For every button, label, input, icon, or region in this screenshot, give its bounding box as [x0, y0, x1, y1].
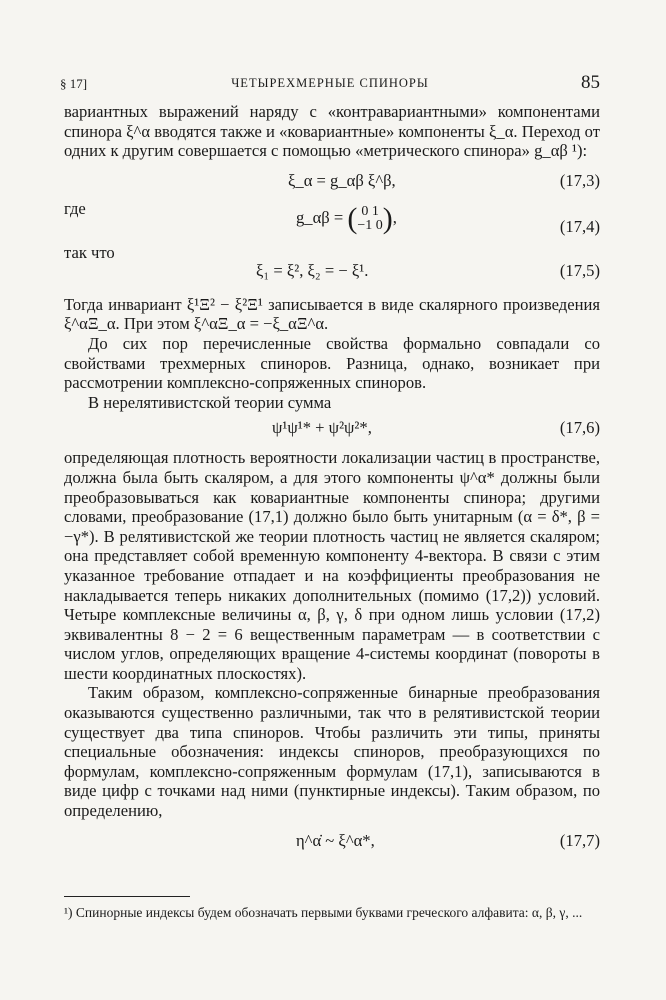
equation-formula: g_αβ = ( 0 1 −1 0),	[296, 201, 397, 235]
equation-number: (17,5)	[559, 260, 600, 280]
matrix-lhs: g_αβ =	[296, 207, 348, 227]
section-label: § 17]	[60, 76, 88, 91]
matrix	[357, 205, 382, 233]
word-where: где	[64, 198, 86, 218]
matrix-row-1: 0 1	[361, 203, 379, 219]
equation-number: (17,7)	[559, 830, 600, 850]
equation-17-5	[64, 243, 600, 281]
paragraph-6: Таким образом, комплексно-сопряженные бинарные преобразования оказываются существенно различными, так что в релятивистской теории существует два типа спиноров. Чтобы различить эти типы, приняты специальные обозначения: индексы спиноров, преобразующихся по формулам, комплексно-сопряженным формулам (17,1), записываются в виде цифр с точками над ними (пунктирные индексы). Таким образом, по определению,	[64, 683, 600, 821]
equation-number: (17,6)	[559, 418, 600, 438]
equation-17-4	[64, 199, 600, 243]
equation-formula: ψ¹ψ¹* + ψ²ψ²*,	[272, 418, 372, 438]
paragraph-2: Тогда инвариант ξ¹Ξ² − ξ²Ξ¹ записывается в виде скалярного произведения ξ^αΞ_α. При этом ξ^αΞ_α = −ξ_αΞ^α.	[64, 294, 600, 334]
equation-number: (17,3)	[559, 170, 600, 190]
matrix-row-2: −1 0	[357, 217, 383, 233]
word-so: так что	[64, 242, 115, 262]
running-title: ЧЕТЫРЕХМЕРНЫЕ СПИНОРЫ	[231, 76, 429, 90]
equation-number: (17,4)	[559, 216, 600, 236]
equation-formula: ξ₁ = ξ², ξ₂ = − ξ¹.	[256, 260, 369, 280]
paragraph-4: В нерелятивистской теории сумма	[88, 392, 332, 412]
paragraph-3: До сих пор перечисленные свойства формально совпадали со свойствами трехмерных спиноров. Разница, однако, возникает при рассмотрении комплексно-сопряженных спиноров.	[64, 333, 600, 393]
equation-17-3	[64, 161, 600, 199]
page-body	[64, 102, 600, 859]
page-number: 85	[581, 72, 600, 93]
equation-17-7	[64, 821, 600, 859]
footnote: ¹) Спинорные индексы будем обозначать первыми буквами греческого алфавита: α, β, γ, ...	[64, 905, 583, 920]
equation-formula: η^α̇ ~ ξ^α*,	[296, 830, 375, 850]
matrix-tail: ,	[392, 207, 397, 227]
equation-17-6	[64, 412, 600, 448]
paragraph-5: определяющая плотность вероятности локализации частиц в пространстве, должна была быть скаляром, а для этого компоненты ψ^α* должны были преобразовываться как ковариантные компоненты спинора; другими словами, преобразование (17,1) должно было быть унитарным (α = δ*, β = −γ*). В релятивистской же теории плотность частиц не является скаляром; она представляет собой временную компоненту 4-вектора. В связи с этим указанное требование отпадает и на коэффициенты преобразования не накладывается теперь никаких дополнительных (помимо (17,2)) условий. Четыре комплексные величины α, β, γ, δ при одном лишь условии (17,2) эквивалентны 8 − 2 = 6 вещественным параметрам — в соответствии с числом углов, определяющих вращение 4-системы координат (повороты в шести координатных плоскостях).	[64, 448, 600, 683]
footnote-rule	[64, 896, 190, 897]
paragraph-1: вариантных выражений наряду с «контравариантными» компонентами спинора ξ^α вводятся также и «ковариантные» компоненты ξ_α. Переход от одних к другим совершается с помощью «метрического спинора» g_αβ ¹):	[64, 102, 600, 161]
equation-formula: ξ_α = g_αβ ξ^β,	[288, 170, 396, 190]
